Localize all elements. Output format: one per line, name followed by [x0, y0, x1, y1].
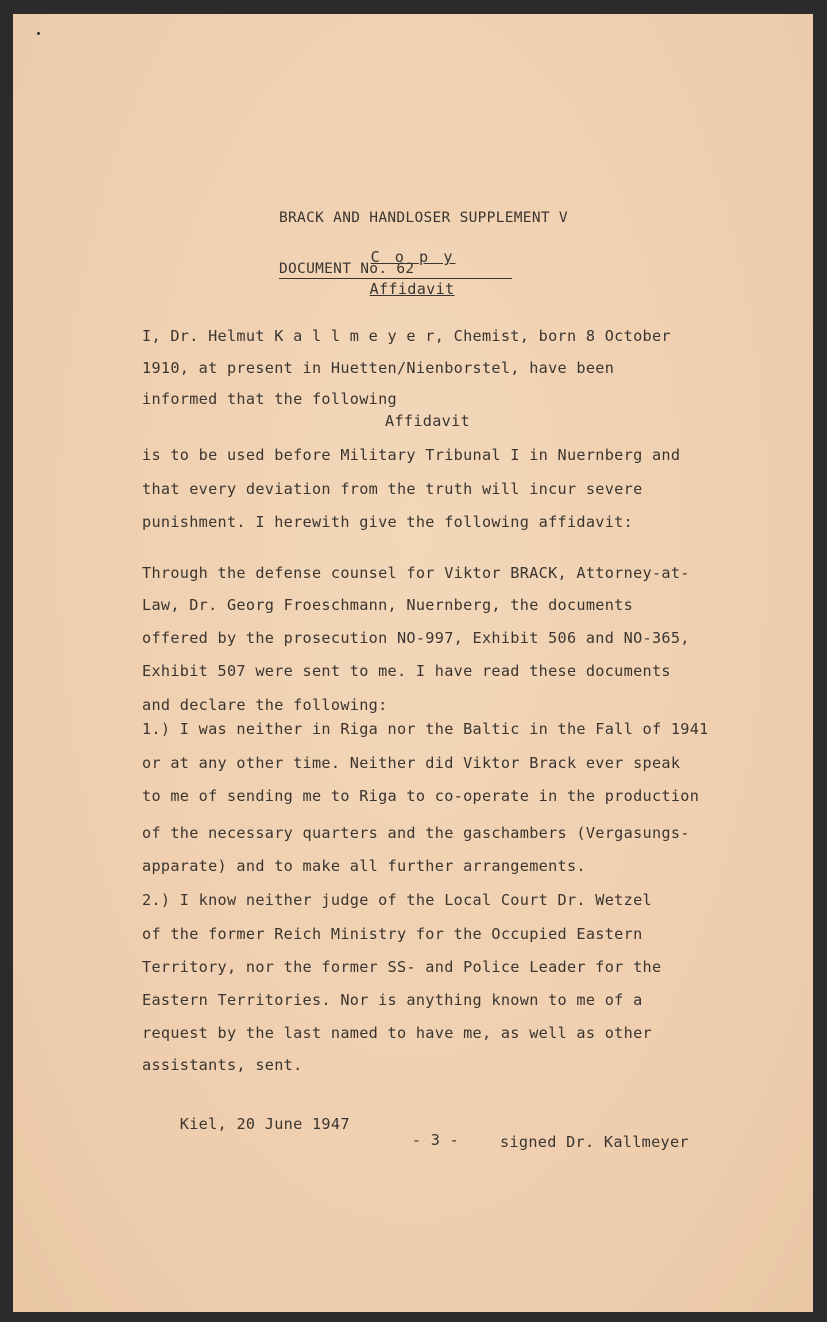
text-line: and declare the following:: [142, 696, 388, 714]
numbered-point-2: 2.) I know neither judge of the Local Court Dr. Wetzel: [142, 891, 652, 909]
text-line: 1910, at present in Huetten/Nienborstel, have been: [142, 359, 615, 377]
affidavit-inline: Affidavit: [385, 412, 470, 430]
text-line: to me of sending me to Riga to co-operate in the production: [142, 787, 700, 805]
header-document-number: DOCUMENT No. 62: [279, 261, 512, 279]
copy-label: C o p y: [370, 248, 456, 266]
text-line: assistants, sent.: [142, 1056, 303, 1074]
ink-dot: [37, 32, 40, 35]
numbered-point-1: 1.) I was neither in Riga nor the Baltic in the Fall of 1941: [142, 720, 709, 738]
text-line: offered by the prosecution NO-997, Exhibit 506 and NO-365,: [142, 629, 690, 647]
text-line: of the former Reich Ministry for the Occupied Eastern: [142, 925, 643, 943]
text-line: Law, Dr. Georg Froeschmann, Nuernberg, the documents: [142, 596, 634, 614]
text-line: is to be used before Military Tribunal I in Nuernberg and: [142, 446, 681, 464]
text-line: request by the last named to have me, as well as other: [142, 1024, 652, 1042]
text-line: informed that the following: [142, 390, 397, 408]
signature: signed Dr. Kallmeyer: [500, 1133, 689, 1151]
text-line: Exhibit 507 were sent to me. I have read these documents: [142, 662, 671, 680]
text-line: Territory, nor the former SS- and Police Leader for the: [142, 958, 662, 976]
text-line: that every deviation from the truth will incur severe: [142, 480, 643, 498]
page-number: - 3 -: [411, 1131, 460, 1149]
text-line: I, Dr. Helmut K a l l m e y e r, Chemist, born 8 October: [142, 327, 671, 345]
text-line: punishment. I herewith give the following affidavit:: [142, 513, 634, 531]
text-line: or at any other time. Neither did Viktor Brack ever speak: [142, 754, 681, 772]
text-line: Through the defense counsel for Viktor BRACK, Attorney-at-: [142, 564, 690, 582]
header-supplement: BRACK AND HANDLOSER SUPPLEMENT V: [279, 210, 568, 226]
place-date: Kiel, 20 June 1947: [179, 1115, 350, 1133]
text-line: apparate) and to make all further arrangements.: [142, 857, 586, 875]
document-page: [13, 14, 813, 1312]
text-line: Eastern Territories. Nor is anything known to me of a: [142, 991, 643, 1009]
affidavit-title: Affidavit: [369, 280, 455, 298]
text-line: of the necessary quarters and the gaschambers (Vergasungs-: [142, 824, 690, 842]
